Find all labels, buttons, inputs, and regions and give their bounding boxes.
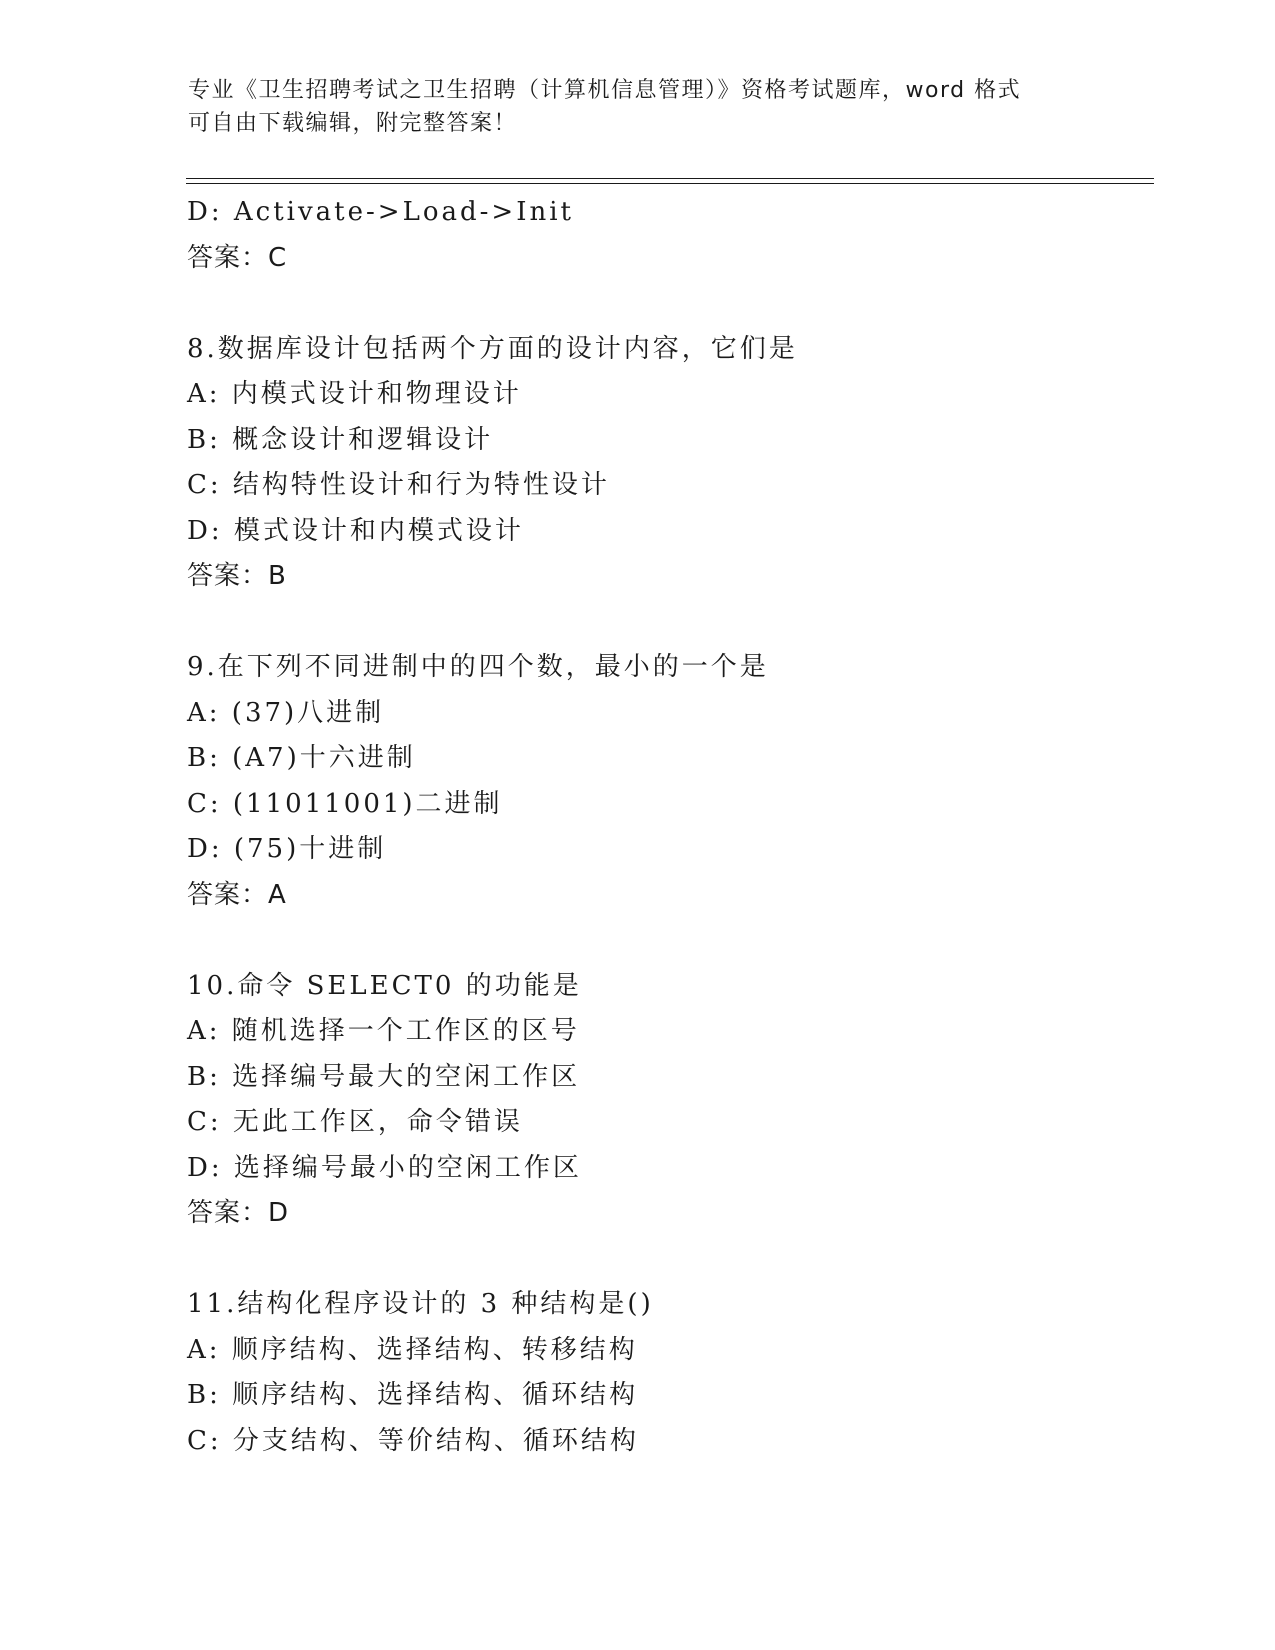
option-b: B: 选择编号最大的空闲工作区 bbox=[187, 1061, 581, 1092]
question-stem: 10.命令 SELECT0 的功能是 bbox=[187, 970, 582, 1001]
question-stem: 8.数据库设计包括两个方面的设计内容，它们是 bbox=[187, 333, 798, 364]
question-7-tail bbox=[187, 190, 1147, 281]
option-d: D: Activate->Load->Init bbox=[187, 197, 574, 227]
option-c: C: 分支结构、等价结构、循环结构 bbox=[187, 1425, 639, 1456]
option-c: C: (11011001)二进制 bbox=[187, 788, 503, 819]
option-d: D: 选择编号最小的空闲工作区 bbox=[187, 1152, 582, 1183]
question-list bbox=[187, 190, 1147, 1464]
spacer bbox=[187, 281, 1147, 327]
option-d: D: 模式设计和内模式设计 bbox=[187, 515, 524, 546]
answer-label: 答案：B bbox=[187, 561, 287, 591]
question-10 bbox=[187, 964, 1147, 1237]
option-c: C: 结构特性设计和行为特性设计 bbox=[187, 470, 610, 500]
document-header bbox=[188, 74, 1078, 140]
question-9 bbox=[187, 645, 1147, 918]
answer-label: 答案：D bbox=[187, 1198, 290, 1228]
question-stem: 11.结构化程序设计的 3 种结构是() bbox=[187, 1289, 654, 1319]
option-a: A: 内模式设计和物理设计 bbox=[187, 379, 522, 409]
header-line-1: 专业《卫生招聘考试之卫生招聘（计算机信息管理）》资格考试题库，word 格式 bbox=[188, 78, 1022, 103]
question-11 bbox=[187, 1282, 1147, 1464]
option-b: B: 顺序结构、选择结构、循环结构 bbox=[187, 1380, 639, 1410]
header-line-2: 可自由下载编辑，附完整答案！ bbox=[188, 111, 518, 136]
question-8 bbox=[187, 327, 1147, 600]
option-b: B: (A7)十六进制 bbox=[187, 743, 416, 773]
option-a: A: (37)八进制 bbox=[187, 697, 385, 728]
option-d: D: (75)十进制 bbox=[187, 834, 387, 864]
header-divider-top bbox=[186, 178, 1154, 179]
spacer bbox=[187, 1237, 1147, 1283]
answer-label: 答案：A bbox=[187, 879, 287, 910]
option-b: B: 概念设计和逻辑设计 bbox=[187, 424, 494, 455]
spacer bbox=[187, 600, 1147, 646]
option-c: C: 无此工作区，命令错误 bbox=[187, 1107, 523, 1137]
header-divider-bottom bbox=[186, 183, 1154, 184]
spacer bbox=[187, 918, 1147, 964]
answer-label: 答案：C bbox=[187, 242, 288, 273]
option-a: A: 随机选择一个工作区的区号 bbox=[187, 1016, 580, 1046]
question-stem: 9.在下列不同进制中的四个数，最小的一个是 bbox=[187, 652, 769, 682]
option-a: A: 顺序结构、选择结构、转移结构 bbox=[187, 1334, 638, 1365]
